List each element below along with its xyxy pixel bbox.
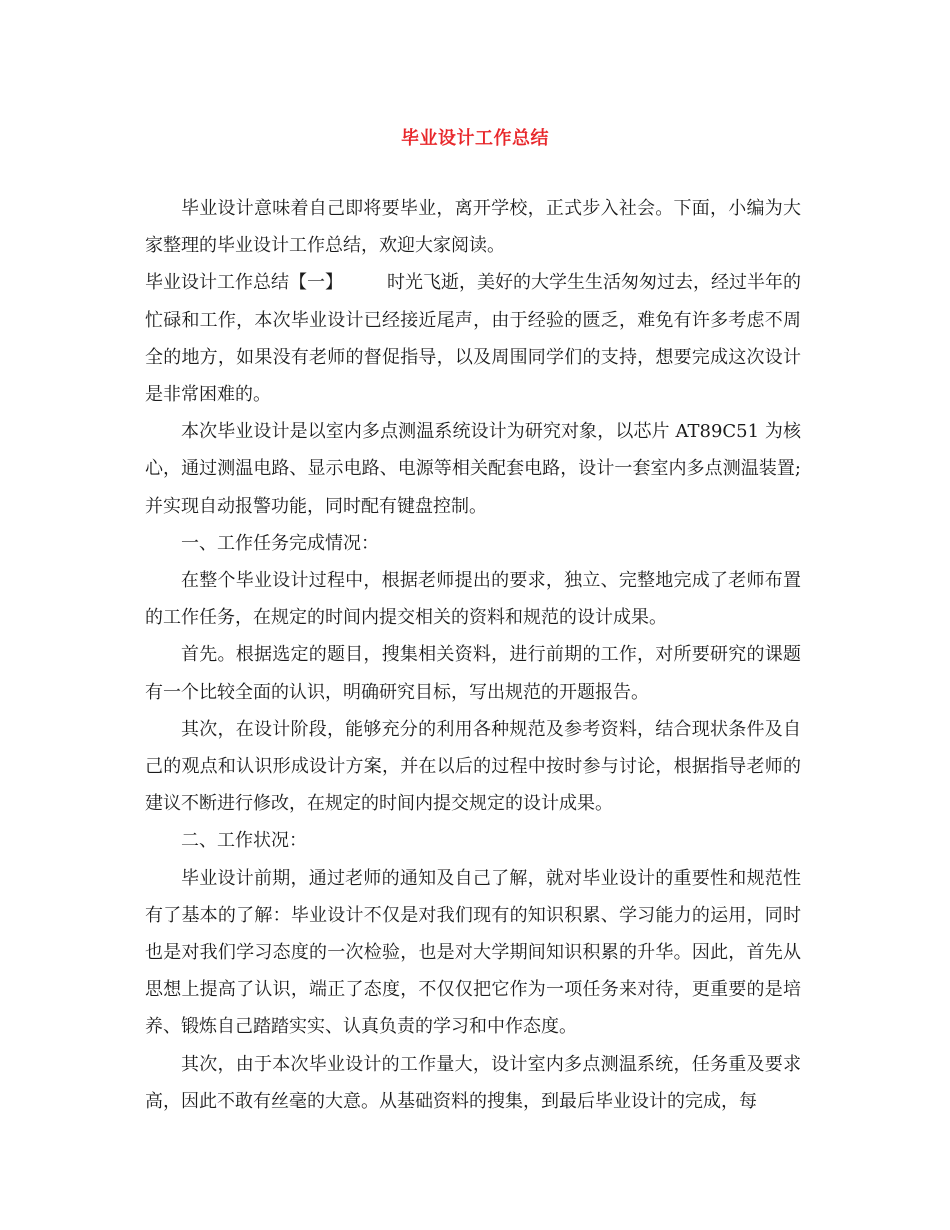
workload-paragraph: 其次，由于本次毕业设计的工作量大，设计室内多点测温系统，任务重及要求高，因此不敢有丝毫的大意。从基础资料的搜集，到最后毕业设计的完成，每 <box>145 1053 801 1112</box>
second-step-paragraph: 其次，在设计阶段，能够充分的利用各种规范及参考资料，结合现状条件及自己的观点和认识形成设计方案，并在以后的过程中按时参与讨论，根据指导老师的建议不断进行修改，在规定的时间内提交规定的设计成果。 <box>145 718 801 815</box>
status-heading: 二、工作状况： <box>181 830 307 852</box>
section-one-heading: 毕业设计工作总结【一】 <box>145 272 343 294</box>
document-body <box>145 190 801 1120</box>
tasks-paragraph: 在整个毕业设计过程中，根据老师提出的要求，独立、完整地完成了老师布置的工作任务，在规定的时间内提交相关的资料和规范的设计成果。 <box>145 570 801 629</box>
first-step-paragraph: 首先。根据选定的题目，搜集相关资料，进行前期的工作，对所要研究的课题有一个比较全面的认识，明确研究目标，写出规范的开题报告。 <box>145 644 801 703</box>
status-paragraph: 毕业设计前期，通过老师的通知及自己了解，就对毕业设计的重要性和规范性有了基本的了解：毕业设计不仅是对我们现有的知识积累、学习能力的运用，同时也是对我们学习态度的一次检验，也是对大学期间知识积累的升华。因此，首先从思想上提高了认识，端正了态度，不仅仅把它作为一项任务来对待，更重要的是培养、锻炼自己踏踏实实、认真负责的学习和中作态度。 <box>145 867 801 1038</box>
tasks-heading: 一、工作任务完成情况： <box>181 532 379 554</box>
section-one-paragraph <box>145 264 801 413</box>
intro-paragraph: 毕业设计意味着自己即将要毕业，离开学校，正式步入社会。下面，小编为大家整理的毕业设计工作总结，欢迎大家阅读。 <box>145 198 801 257</box>
project-paragraph: 本次毕业设计是以室内多点测温系统设计为研究对象，以芯片 AT89C51 为核心，通过测温电路、显示电路、电源等相关配套电路，设计一套室内多点测温装置;并实现自动报警功能，同时配有键盘控制。 <box>145 421 801 517</box>
section-one-text: 时光飞逝，美好的大学生生活匆匆过去，经过半年的忙碌和工作，本次毕业设计已经接近尾声，由于经验的匮乏，难免有许多考虑不周全的地方，如果没有老师的督促指导，以及周围同学们的支持，想要完成这次设计是非常困难的。 <box>145 272 801 406</box>
document-title: 毕业设计工作总结 <box>401 128 549 149</box>
